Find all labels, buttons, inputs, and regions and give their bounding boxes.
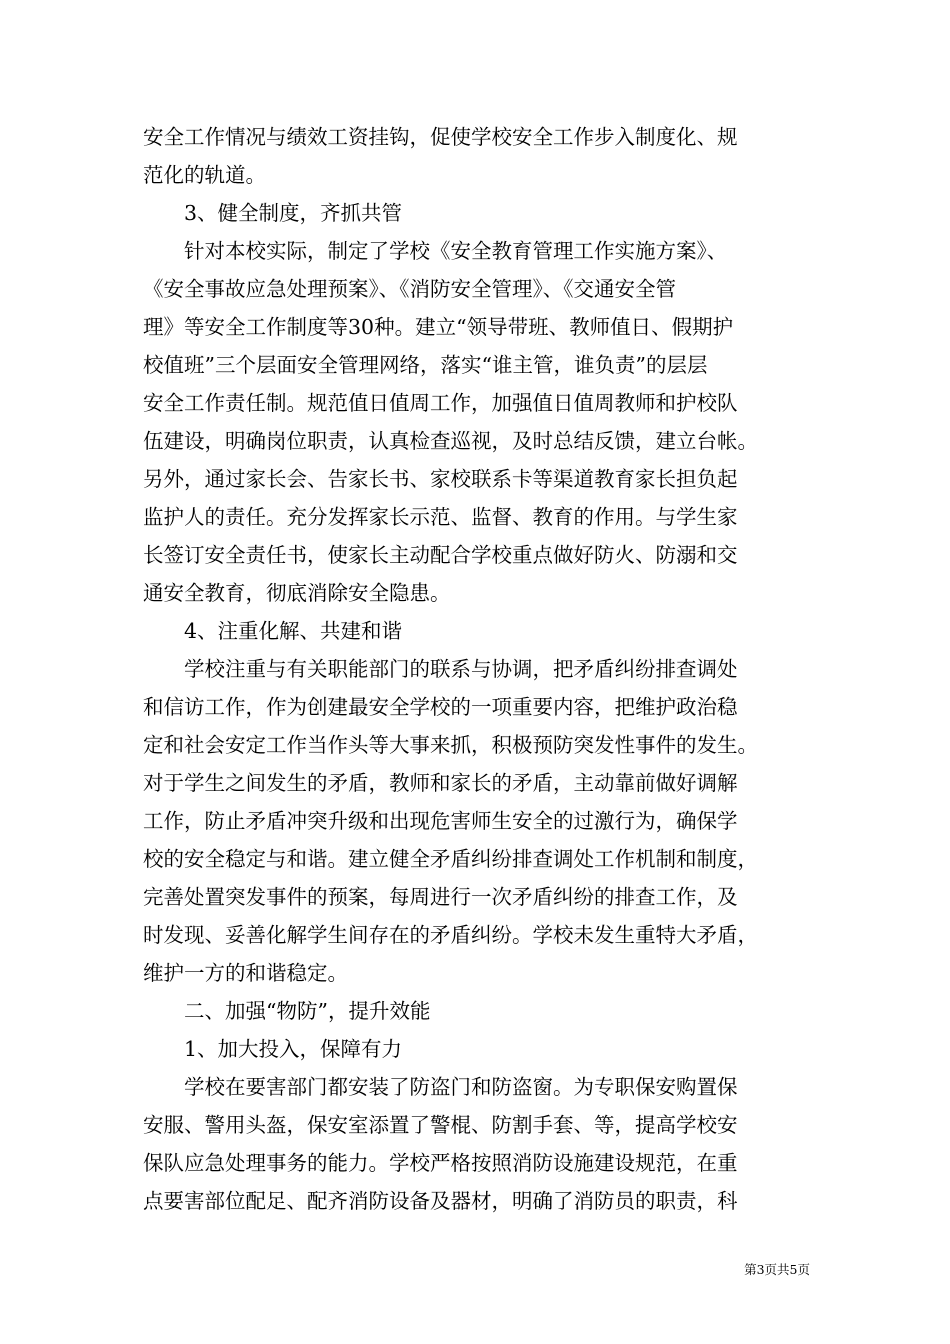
text-line: 伍建设，明确岗位职责，认真检查巡视，及时总结反馈，建立台帐。 [143, 429, 758, 453]
text-line: 定和社会安定工作当作头等大事来抓，积极预防突发性事件的发生。 [143, 733, 758, 757]
text-line: 校值班”三个层面安全管理网络，落实“谁主管，谁负责”的层层 [143, 353, 708, 377]
text-line: 点要害部位配足、配齐消防设备及器材，明确了消防员的职责，科 [143, 1189, 738, 1213]
text-line: 校的安全稳定与和谐。建立健全矛盾纠纷排查调处工作机制和制度， [143, 847, 758, 871]
text-line: 二、加强“物防”，提升效能 [184, 999, 431, 1023]
text-line: 完善处置突发事件的预案，每周进行一次矛盾纠纷的排查工作，及 [143, 885, 738, 909]
text-line: 对于学生之间发生的矛盾，教师和家长的矛盾，主动靠前做好调解 [143, 771, 738, 795]
text-line: 监护人的责任。充分发挥家长示范、监督、教育的作用。与学生家 [143, 505, 738, 529]
text-line: 学校在要害部门都安装了防盗门和防盗窗。为专职保安购置保 [184, 1075, 738, 1099]
text-line: 学校注重与有关职能部门的联系与协调，把矛盾纠纷排查调处 [184, 657, 738, 681]
text-line: 另外，通过家长会、告家长书、家校联系卡等渠道教育家长担负起 [143, 467, 738, 491]
text-line: 长签订安全责任书，使家长主动配合学校重点做好防火、防溺和交 [143, 543, 738, 567]
text-line: 和信访工作，作为创建最安全学校的一项重要内容，把维护政治稳 [143, 695, 738, 719]
text-line: 范化的轨道。 [143, 163, 266, 187]
text-line: 安全工作情况与绩效工资挂钩，促使学校安全工作步入制度化、规 [143, 125, 738, 149]
text-line: 理》等安全工作制度等30种。建立“领导带班、教师值日、假期护 [143, 315, 734, 339]
text-line: 保队应急处理事务的能力。学校严格按照消防设施建设规范，在重 [143, 1151, 738, 1175]
text-line: 3、健全制度，齐抓共管 [184, 201, 403, 225]
text-line: 1、加大投入，保障有力 [184, 1037, 403, 1061]
text-line: 安全工作责任制。规范值日值周工作，加强值日值周教师和护校队 [143, 391, 738, 415]
text-line: 《安全事故应急处理预案》、《消防安全管理》、《交通安全管 [143, 277, 676, 301]
text-line: 4、注重化解、共建和谐 [184, 619, 403, 643]
text-line: 通安全教育，彻底消除安全隐患。 [143, 581, 451, 605]
text-line: 安服、警用头盔，保安室添置了警棍、防割手套、等，提高学校安 [143, 1113, 738, 1137]
text-line: 维护一方的和谐稳定。 [143, 961, 348, 985]
text-line: 针对本校实际，制定了学校《安全教育管理工作实施方案》、 [184, 239, 728, 263]
page-number-footer: 第3页共5页 [744, 1262, 810, 1277]
text-line: 工作，防止矛盾冲突升级和出现危害师生安全的过激行为，确保学 [143, 809, 738, 833]
text-line: 时发现、妥善化解学生间存在的矛盾纠纷。学校未发生重特大矛盾， [143, 923, 758, 947]
body-text [143, 118, 815, 1220]
